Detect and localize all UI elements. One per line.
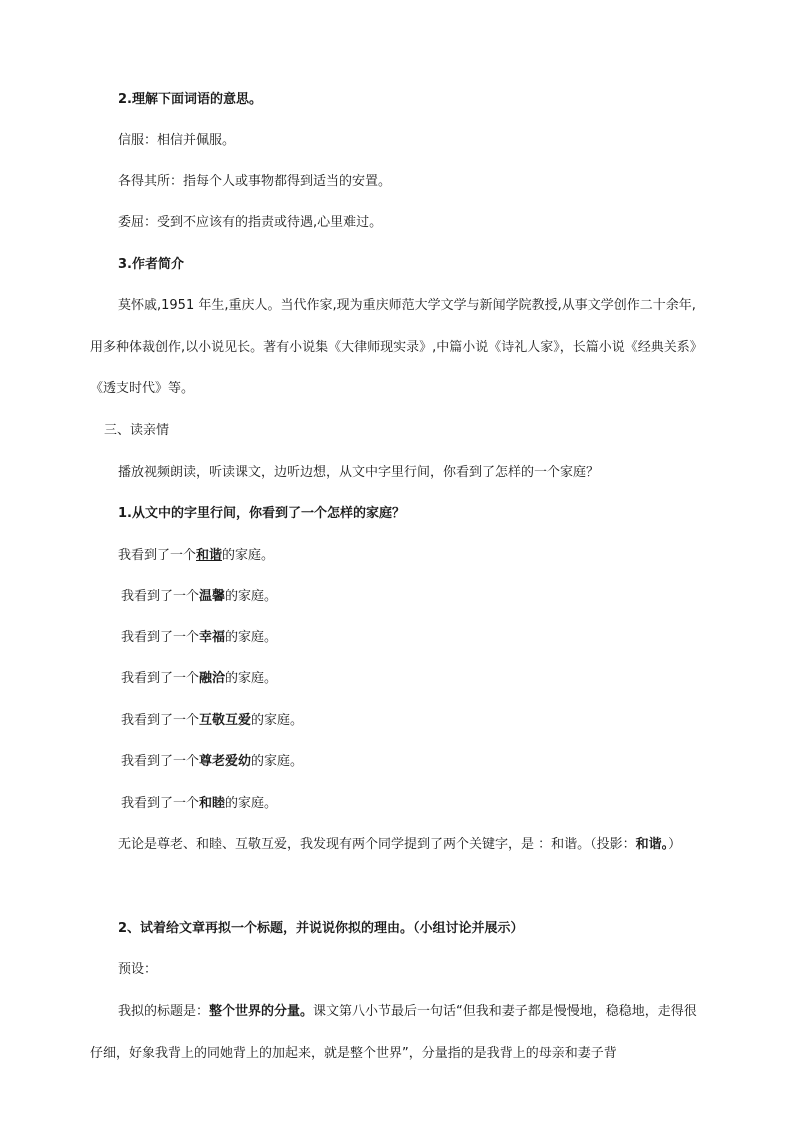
preset-paragraph: 我拟的标题是：整个世界的分量。课文第八小节最后一句话“但我和妻子都是慢慢地，稳稳地，走得很仔细，好象我背上的同她背上的加起来，就是整个世界”，分量指的是我背上的母亲和妻子背 xyxy=(90,1004,697,1061)
summary-paragraph: 无论是尊老、和睦、互敬互爱，我发现有两个同学提到了两个关键字，是 ：和谐。（投影：和谐。） xyxy=(118,837,682,852)
preset-label: 预设： xyxy=(118,962,158,977)
answer-line: 我看到了一个温馨的家庭。 xyxy=(121,589,278,604)
answer-line: 我看到了一个互敬互爱的家庭。 xyxy=(121,713,304,728)
answer-line: 我看到了一个融洽的家庭。 xyxy=(121,671,278,686)
read-intro: 播放视频朗读，听读课文，边听边想，从文中字里行间，你看到了怎样的一个家庭？ xyxy=(118,465,600,480)
answer-line: 我看到了一个幸福的家庭。 xyxy=(121,630,278,645)
answer-line: 我看到了一个和谐的家庭。 xyxy=(118,548,275,563)
question-2-heading: 2、试着给文章再拟一个标题，并说说你拟的理由。（小组讨论并展示） xyxy=(118,921,524,936)
answer-line: 我看到了一个和睦的家庭。 xyxy=(121,796,278,811)
author-heading: 3.作者简介 xyxy=(118,257,184,272)
vocab-item-gedeqisuo: 各得其所：指每个人或事物都得到适当的安置。 xyxy=(118,174,392,189)
vocab-item-weiqu: 委屈：受到不应该有的指责或待遇,心里难过。 xyxy=(118,215,383,230)
question-1-heading: 1.从文中的字里行间，你看到了一个怎样的家庭？ xyxy=(118,506,405,521)
author-paragraph: 莫怀戚,1951 年生,重庆人。当代作家,现为重庆师范大学文学与新闻学院教授,从事文学创作二十余年,用多种体裁创作,以小说见长。著有小说集《大律师现实录》,中篇小说《诗礼人家》，长篇小说《经典关系》《透支时代》等。 xyxy=(90,298,703,396)
vocab-item-xinfu: 信服：相信并佩服。 xyxy=(118,133,236,148)
answer-line: 我看到了一个尊老爱幼的家庭。 xyxy=(121,754,304,769)
vocab-heading: 2.理解下面词语的意思。 xyxy=(118,92,262,107)
read-heading: 三、读亲情 xyxy=(104,423,170,438)
